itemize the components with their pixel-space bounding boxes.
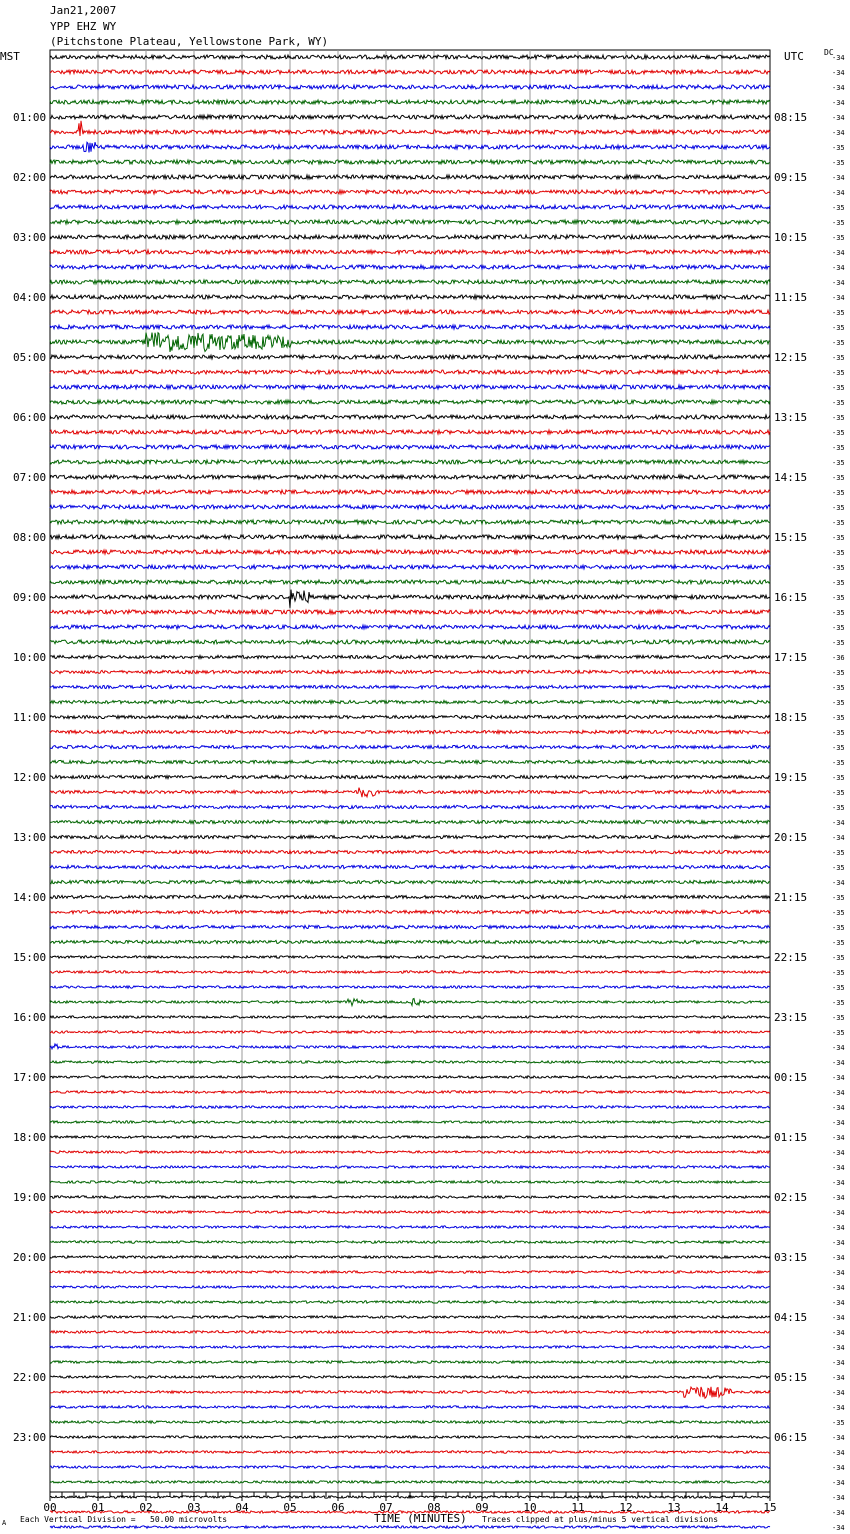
seismic-trace xyxy=(50,1286,770,1288)
dc-offset-label: -34 xyxy=(832,1044,845,1052)
left-hour-label: 18:00 xyxy=(13,1131,47,1144)
header-station: YPP EHZ WY xyxy=(50,20,117,33)
dc-offset-label: -35 xyxy=(832,894,845,902)
dc-offset-label: -34 xyxy=(832,834,845,842)
dc-offset-label: -34 xyxy=(832,1119,845,1127)
x-tick-label: 05 xyxy=(283,1501,297,1514)
x-tick-label: 04 xyxy=(235,1501,249,1514)
seismic-trace xyxy=(50,1211,770,1213)
dc-offset-label: -34 xyxy=(832,1239,845,1247)
right-hour-label: 03:15 xyxy=(774,1251,808,1264)
seismic-trace xyxy=(50,550,770,554)
seismic-trace xyxy=(50,1044,770,1049)
seismic-trace xyxy=(50,1481,770,1483)
seismic-trace xyxy=(50,1016,770,1018)
seismic-trace xyxy=(50,610,770,614)
dc-offset-label: -34 xyxy=(832,1479,845,1487)
dc-offset-label: -34 xyxy=(832,1299,845,1307)
dc-offset-label: -34 xyxy=(832,1374,845,1382)
right-hour-label: 05:15 xyxy=(774,1371,808,1384)
dc-offset-label: -35 xyxy=(832,1029,845,1037)
left-hour-label: 04:00 xyxy=(13,291,47,304)
left-hour-label: 15:00 xyxy=(13,951,47,964)
dc-offset-label: -34 xyxy=(832,279,845,287)
x-tick-label: 06 xyxy=(331,1501,345,1514)
header-location: (Pitchstone Plateau, Yellowstone Park, WY) xyxy=(50,35,329,48)
seismic-trace xyxy=(50,1166,770,1168)
dc-offset-label: -35 xyxy=(832,309,845,317)
seismic-trace xyxy=(50,1031,770,1033)
seismic-trace xyxy=(50,745,770,748)
dc-offset-label: -35 xyxy=(832,699,845,707)
dc-offset-label: -35 xyxy=(832,774,845,782)
dc-offset-label: -34 xyxy=(832,1404,845,1412)
right-hour-label: 04:15 xyxy=(774,1311,808,1324)
right-hour-label: 02:15 xyxy=(774,1191,808,1204)
dc-offset-label: -35 xyxy=(832,339,845,347)
dc-offset-label: -35 xyxy=(832,999,845,1007)
x-tick-label: 10 xyxy=(523,1501,537,1514)
dc-offset-label: -35 xyxy=(832,684,845,692)
dc-offset-label: -35 xyxy=(832,324,845,332)
seismic-trace xyxy=(50,1106,770,1108)
dc-offset-label: -34 xyxy=(832,879,845,887)
seismic-trace xyxy=(50,175,770,179)
dc-offset-label: -35 xyxy=(832,984,845,992)
x-tick-label: 03 xyxy=(187,1501,201,1514)
dc-offset-label: -35 xyxy=(832,204,845,212)
dc-offset-label: -34 xyxy=(832,1524,845,1532)
left-hour-label: 16:00 xyxy=(13,1011,47,1024)
seismic-trace xyxy=(50,295,770,299)
seismic-trace xyxy=(50,590,770,608)
right-hour-label: 20:15 xyxy=(774,831,808,844)
seismic-trace xyxy=(50,142,770,152)
seismic-trace xyxy=(50,1181,770,1183)
x-tick-label: 12 xyxy=(619,1501,633,1514)
x-tick-label: 00 xyxy=(43,1501,57,1514)
x-tick-label: 08 xyxy=(427,1501,441,1514)
dc-offset-label: -34 xyxy=(832,1509,845,1517)
dc-offset-label: -34 xyxy=(832,54,845,62)
dc-offset-label: -35 xyxy=(832,504,845,512)
dc-offset-label: -35 xyxy=(832,384,845,392)
right-hour-label: 14:15 xyxy=(774,471,808,484)
seismic-trace xyxy=(50,700,770,703)
dc-offset-label: -35 xyxy=(832,234,845,242)
seismic-trace xyxy=(50,1316,770,1318)
x-tick-label: 09 xyxy=(475,1501,489,1514)
left-hour-label: 05:00 xyxy=(13,351,47,364)
dc-offset-label: -35 xyxy=(832,789,845,797)
right-timezone-label: UTC xyxy=(784,50,804,63)
dc-offset-label: -34 xyxy=(832,294,845,302)
x-tick-label: 07 xyxy=(379,1501,393,1514)
seismic-trace xyxy=(50,1361,770,1363)
left-hour-label: 08:00 xyxy=(13,531,47,544)
dc-offset-label: -35 xyxy=(832,414,845,422)
dc-offset-label: -34 xyxy=(832,1164,845,1172)
seismic-trace xyxy=(50,250,770,254)
seismic-trace xyxy=(50,1226,770,1228)
seismic-trace xyxy=(50,190,770,194)
dc-offset-label: -34 xyxy=(832,1389,845,1397)
seismic-trace xyxy=(50,565,770,569)
dc-offset-label: -34 xyxy=(832,1359,845,1367)
seismic-trace xyxy=(50,625,770,629)
seismic-trace xyxy=(50,400,770,404)
dc-offset-label: -34 xyxy=(832,1074,845,1082)
seismic-trace xyxy=(50,760,770,763)
seismic-trace xyxy=(50,1301,770,1303)
dc-offset-label: -35 xyxy=(832,639,845,647)
seismic-trace xyxy=(50,1196,770,1198)
dc-offset-label: -34 xyxy=(832,819,845,827)
seismic-trace xyxy=(50,1061,770,1063)
seismic-trace xyxy=(50,1151,770,1153)
left-hour-label: 06:00 xyxy=(13,411,47,424)
x-axis-label: TIME (MINUTES) xyxy=(374,1512,467,1525)
seismic-trace xyxy=(50,355,770,359)
left-hour-label: 01:00 xyxy=(13,111,47,124)
seismic-trace xyxy=(50,1436,770,1438)
left-hour-label: 19:00 xyxy=(13,1191,47,1204)
left-hour-label: 03:00 xyxy=(13,231,47,244)
seismic-trace xyxy=(50,490,770,494)
seismic-trace xyxy=(50,475,770,479)
right-hour-label: 19:15 xyxy=(774,771,808,784)
dc-offset-label: -35 xyxy=(832,429,845,437)
seismic-trace xyxy=(50,370,770,374)
dc-offset-label: -35 xyxy=(832,459,845,467)
seismic-trace xyxy=(50,1526,770,1528)
dc-offset-label: -35 xyxy=(832,969,845,977)
left-hour-label: 14:00 xyxy=(13,891,47,904)
seismic-trace xyxy=(50,430,770,434)
seismic-trace xyxy=(50,235,770,239)
dc-offset-label: -34 xyxy=(832,1149,845,1157)
dc-offset-label: -34 xyxy=(832,1224,845,1232)
dc-offset-label: -34 xyxy=(832,1434,845,1442)
right-hour-label: 15:15 xyxy=(774,531,808,544)
right-hour-label: 13:15 xyxy=(774,411,808,424)
dc-offset-label: -34 xyxy=(832,249,845,257)
dc-offset-label: -35 xyxy=(832,444,845,452)
left-hour-label: 11:00 xyxy=(13,711,47,724)
dc-offset-label: -34 xyxy=(832,1464,845,1472)
dc-offset-label: -35 xyxy=(832,864,845,872)
dc-offset-label: -34 xyxy=(832,174,845,182)
left-hour-label: 12:00 xyxy=(13,771,47,784)
seismic-trace xyxy=(50,835,770,838)
seismic-trace xyxy=(50,445,770,449)
seismic-trace xyxy=(50,115,770,119)
right-hour-label: 08:15 xyxy=(774,111,808,124)
dc-offset-label: -35 xyxy=(832,474,845,482)
seismic-trace xyxy=(50,1331,770,1333)
left-hour-label: 10:00 xyxy=(13,651,47,664)
right-hour-label: 16:15 xyxy=(774,591,808,604)
dc-offset-label: -35 xyxy=(832,624,845,632)
dc-offset-label: -35 xyxy=(832,1419,845,1427)
dc-offset-label: -35 xyxy=(832,159,845,167)
dc-offset-label: -35 xyxy=(832,219,845,227)
footer-clip-note: Traces clipped at plus/minus 5 vertical divisions xyxy=(482,1515,719,1524)
seismic-trace xyxy=(50,1091,770,1093)
dc-offset-label: -35 xyxy=(832,759,845,767)
left-hour-label: 13:00 xyxy=(13,831,47,844)
left-hour-label: 20:00 xyxy=(13,1251,47,1264)
x-tick-label: 02 xyxy=(139,1501,153,1514)
dc-offset-label: -34 xyxy=(832,1209,845,1217)
dc-offset-label: -35 xyxy=(832,909,845,917)
dc-label: DC xyxy=(824,48,834,57)
left-hour-label: 23:00 xyxy=(13,1431,47,1444)
seismic-trace xyxy=(50,1421,770,1423)
seismic-trace xyxy=(50,655,770,658)
seismic-trace xyxy=(50,1121,770,1123)
dc-offset-label: -36 xyxy=(832,654,845,662)
seismic-trace xyxy=(50,865,770,868)
seismic-trace xyxy=(50,1376,770,1378)
left-hour-label: 21:00 xyxy=(13,1311,47,1324)
seismic-trace xyxy=(50,333,770,352)
header-date: Jan21,2007 xyxy=(50,4,117,17)
right-hour-label: 21:15 xyxy=(774,891,808,904)
dc-offset-label: -34 xyxy=(832,1179,845,1187)
seismic-trace xyxy=(50,280,770,284)
dc-offset-label: -34 xyxy=(832,1329,845,1337)
seismic-trace xyxy=(50,580,770,584)
seismic-trace xyxy=(50,971,770,973)
seismic-trace xyxy=(50,385,770,389)
seismic-trace xyxy=(50,535,770,539)
seismic-trace xyxy=(50,1466,770,1468)
left-hour-label: 22:00 xyxy=(13,1371,47,1384)
dc-offset-label: -34 xyxy=(832,1269,845,1277)
seismic-trace xyxy=(50,70,770,74)
dc-offset-label: -34 xyxy=(832,1449,845,1457)
dc-offset-label: -34 xyxy=(832,189,845,197)
seismic-trace xyxy=(50,85,770,89)
seismic-trace xyxy=(50,310,770,314)
seismic-trace xyxy=(50,1136,770,1138)
dc-offset-label: -35 xyxy=(832,954,845,962)
seismic-trace xyxy=(50,121,770,136)
right-hour-label: 12:15 xyxy=(774,351,808,364)
dc-offset-label: -35 xyxy=(832,924,845,932)
dc-offset-label: -34 xyxy=(832,1194,845,1202)
footer-mark: A xyxy=(2,1519,7,1527)
seismic-trace xyxy=(50,805,770,808)
dc-offset-label: -34 xyxy=(832,1284,845,1292)
x-tick-label: 15 xyxy=(763,1501,777,1514)
seismic-trace xyxy=(50,895,770,898)
dc-offset-label: -35 xyxy=(832,489,845,497)
dc-offset-label: -35 xyxy=(832,609,845,617)
dc-offset-label: -34 xyxy=(832,1089,845,1097)
seismic-trace xyxy=(50,1241,770,1243)
seismic-trace xyxy=(50,925,770,928)
seismic-trace xyxy=(50,1271,770,1273)
dc-offset-label: -35 xyxy=(832,744,845,752)
dc-offset-label: -35 xyxy=(832,939,845,947)
seismic-trace xyxy=(50,640,770,644)
x-tick-label: 01 xyxy=(91,1501,105,1514)
dc-offset-label: -35 xyxy=(832,714,845,722)
dc-offset-label: -35 xyxy=(832,144,845,152)
seismic-trace xyxy=(50,820,770,823)
x-tick-label: 11 xyxy=(571,1501,585,1514)
dc-offset-label: -35 xyxy=(832,1014,845,1022)
right-hour-label: 23:15 xyxy=(774,1011,808,1024)
seismic-trace xyxy=(50,956,770,958)
dc-offset-label: -35 xyxy=(832,564,845,572)
right-hour-label: 18:15 xyxy=(774,711,808,724)
seismic-trace xyxy=(50,520,770,524)
dc-offset-label: -34 xyxy=(832,1059,845,1067)
seismic-trace xyxy=(50,730,770,733)
seismic-trace xyxy=(50,205,770,209)
dc-offset-label: -35 xyxy=(832,594,845,602)
seismic-trace xyxy=(50,986,770,988)
dc-offset-label: -34 xyxy=(832,99,845,107)
seismic-trace xyxy=(50,850,770,853)
seismic-trace xyxy=(50,160,770,164)
dc-offset-label: -35 xyxy=(832,534,845,542)
left-timezone-label: MST xyxy=(0,50,20,63)
left-hour-label: 09:00 xyxy=(13,591,47,604)
seismic-trace xyxy=(50,788,770,798)
right-hour-label: 00:15 xyxy=(774,1071,808,1084)
seismic-trace xyxy=(50,1346,770,1348)
right-hour-label: 06:15 xyxy=(774,1431,808,1444)
dc-offset-label: -34 xyxy=(832,114,845,122)
dc-offset-label: -34 xyxy=(832,1254,845,1262)
seismic-trace xyxy=(50,670,770,673)
x-tick-label: 14 xyxy=(715,1501,729,1514)
seismic-trace xyxy=(50,325,770,329)
seismic-trace xyxy=(50,100,770,104)
seismic-trace xyxy=(50,940,770,943)
dc-offset-label: -34 xyxy=(832,69,845,77)
seismic-trace xyxy=(50,415,770,419)
seismic-trace xyxy=(50,715,770,718)
seismic-trace xyxy=(50,505,770,509)
dc-offset-label: -34 xyxy=(832,1134,845,1142)
footer-scale: Each Vertical Division = 50.00 microvolts xyxy=(20,1515,228,1524)
dc-offset-label: -35 xyxy=(832,549,845,557)
seismic-trace xyxy=(50,775,770,778)
seismic-trace xyxy=(50,265,770,269)
right-hour-label: 10:15 xyxy=(774,231,808,244)
dc-offset-label: -34 xyxy=(832,1104,845,1112)
seismic-trace xyxy=(50,880,770,883)
right-hour-label: 09:15 xyxy=(774,171,808,184)
dc-offset-label: -35 xyxy=(832,729,845,737)
left-hour-label: 07:00 xyxy=(13,471,47,484)
x-tick-label: 13 xyxy=(667,1501,681,1514)
seismic-trace xyxy=(50,1076,770,1078)
right-hour-label: 17:15 xyxy=(774,651,808,664)
seismic-trace xyxy=(50,1387,770,1398)
seismic-trace xyxy=(50,910,770,913)
dc-offset-label: -34 xyxy=(832,129,845,137)
dc-offset-label: -34 xyxy=(832,264,845,272)
dc-offset-label: -34 xyxy=(832,1314,845,1322)
left-hour-label: 02:00 xyxy=(13,171,47,184)
dc-offset-label: -35 xyxy=(832,849,845,857)
right-hour-label: 22:15 xyxy=(774,951,808,964)
dc-offset-label: -35 xyxy=(832,369,845,377)
seismic-trace xyxy=(50,685,770,688)
dc-offset-label: -34 xyxy=(832,1344,845,1352)
dc-offset-label: -35 xyxy=(832,804,845,812)
dc-offset-label: -35 xyxy=(832,354,845,362)
dc-offset-label: -34 xyxy=(832,84,845,92)
right-hour-label: 01:15 xyxy=(774,1131,808,1144)
left-hour-label: 17:00 xyxy=(13,1071,47,1084)
seismic-trace xyxy=(50,1256,770,1258)
seismic-trace xyxy=(50,999,770,1006)
dc-offset-label: -35 xyxy=(832,579,845,587)
seismic-trace xyxy=(50,1451,770,1453)
dc-offset-label: -34 xyxy=(832,1494,845,1502)
dc-offset-label: -35 xyxy=(832,669,845,677)
seismic-trace xyxy=(50,460,770,464)
seismic-trace xyxy=(50,220,770,224)
dc-offset-label: -35 xyxy=(832,399,845,407)
seismic-trace xyxy=(50,1406,770,1408)
right-hour-label: 11:15 xyxy=(774,291,808,304)
seismic-trace xyxy=(50,55,770,59)
dc-offset-label: -35 xyxy=(832,519,845,527)
